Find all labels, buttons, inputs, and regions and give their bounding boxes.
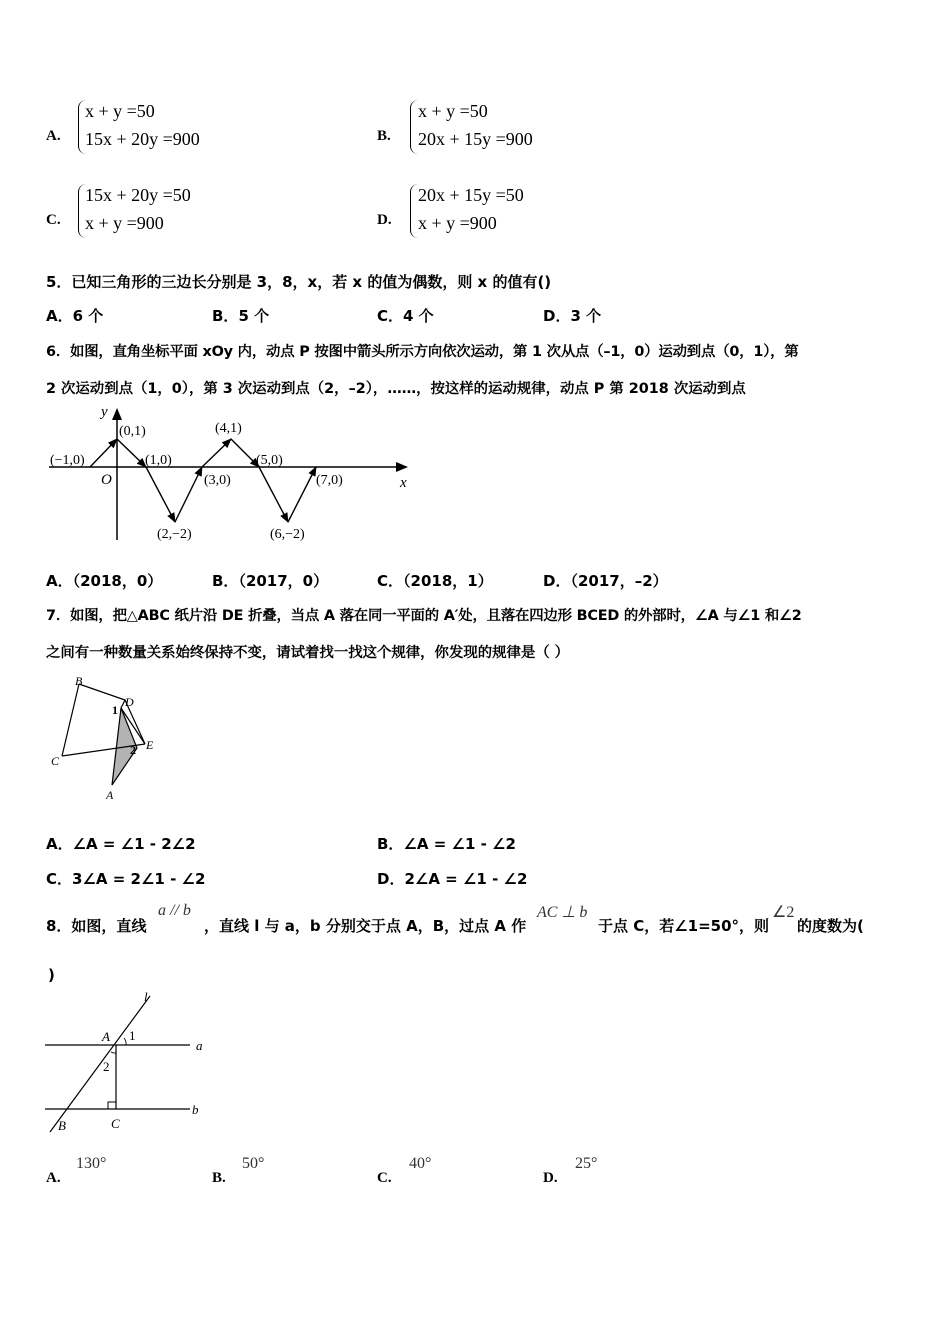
q5-option-c-text: 4 个 <box>403 307 434 325</box>
q8-stem-part3: 于点 C，若∠1=50°，则 <box>598 917 770 935</box>
q8-option-b-label: B. <box>212 1170 226 1186</box>
q4-option-d-eq2: x + y =900 <box>418 213 497 233</box>
q8-parallel-lines-figure <box>40 990 215 1135</box>
q7-option-b[interactable] <box>377 833 516 854</box>
q8-stem-part1: 8．如图，直线 <box>46 917 147 935</box>
q7-option-a-text: ∠A = ∠1 - 2∠2 <box>72 835 196 853</box>
q5-option-a-text: 6 个 <box>72 307 104 325</box>
q6-option-c[interactable] <box>377 570 493 591</box>
move-2 <box>117 439 146 467</box>
label-angle-2: 2 <box>103 1059 110 1074</box>
move-7 <box>259 467 288 522</box>
origin-label: O <box>101 472 112 488</box>
point-label: (0,1) <box>119 424 146 439</box>
q7-option-c-label: C． <box>46 870 73 888</box>
q7-option-c-text: 3∠A = 2∠1 - ∠2 <box>72 870 206 888</box>
point-label: (3,0) <box>204 473 231 488</box>
point-label: (−1,0) <box>50 453 85 468</box>
q8-option-b-value: 50° <box>242 1155 265 1172</box>
label-c-point: C <box>111 1116 120 1131</box>
x-axis-arrow-icon <box>396 462 408 472</box>
label-line-a: a <box>196 1038 203 1053</box>
point-label: (4,1) <box>215 421 242 436</box>
q4-option-c-eq2: x + y =900 <box>85 213 164 233</box>
move-8 <box>288 467 316 522</box>
q6-option-d-text: （2017，–2） <box>570 572 668 590</box>
label-a-point: A <box>102 1029 110 1044</box>
edge-bc <box>62 684 79 756</box>
q5-option-b-text: 5 个 <box>238 307 270 325</box>
angle-1-arc <box>124 1038 126 1045</box>
q6-option-b-text: （2017，0） <box>238 572 329 590</box>
q6-coordinate-figure <box>44 400 424 550</box>
q6-option-a-label: A． <box>46 572 73 590</box>
q5-option-d[interactable] <box>543 305 601 326</box>
q5-option-a-label: A． <box>46 307 73 325</box>
label-line-b: b <box>192 1102 199 1117</box>
q8-stem-part4: 的度数为( <box>797 917 864 935</box>
q6-stem-line2: 2 次运动到点（1，0），第 3 次运动到点（2，–2），……，按这样的运动规律，动点 P 第 2018 次运动到点 <box>46 381 746 397</box>
q6-option-c-text: （2018，1） <box>403 572 493 590</box>
q4-option-a-eq2: 15x + 20y =900 <box>85 129 200 149</box>
move-6 <box>231 439 259 467</box>
q6-option-b-label: B． <box>212 572 239 590</box>
q7-option-b-label: B． <box>377 835 404 853</box>
q8-option-c-value: 40° <box>409 1155 432 1172</box>
y-axis-arrow-icon <box>112 408 122 420</box>
q5-option-c[interactable] <box>377 305 434 326</box>
point-label: (6,−2) <box>270 527 305 542</box>
label-d: D <box>125 695 134 709</box>
q7-stem-line1: 7．如图，把△ABC 纸片沿 DE 折叠，当点 A 落在同一平面的 A′处，且落在四边形 BCED 的外部时，∠A 与∠1 和∠2 <box>46 608 802 624</box>
x-axis-label: x <box>400 475 407 491</box>
move-1 <box>90 439 117 467</box>
move-3 <box>146 467 175 522</box>
q7-option-b-text: ∠A = ∠1 - ∠2 <box>403 835 516 853</box>
q8-math-angle: ∠2 <box>772 904 795 921</box>
q7-option-d-text: 2∠A = ∠1 - ∠2 <box>404 870 528 888</box>
q8-option-d-label: D. <box>543 1170 558 1186</box>
q4-option-d-label: D. <box>377 212 392 228</box>
q8-option-c-label: C. <box>377 1170 392 1186</box>
point-label: (5,0) <box>256 453 283 468</box>
q8-math-parallel: a // b <box>158 902 191 919</box>
y-axis-label: y <box>101 404 108 420</box>
q4-option-c-eq1: 15x + 20y =50 <box>85 185 191 205</box>
right-angle-mark <box>108 1102 116 1109</box>
q8-math-perpendicular: AC ⊥ b <box>537 904 588 921</box>
q4-option-b-eq2: 20x + 15y =900 <box>418 129 533 149</box>
move-5 <box>202 439 231 467</box>
q7-fold-figure <box>44 672 174 807</box>
q8-option-a-label: A. <box>46 1170 61 1186</box>
label-a: A <box>106 788 114 802</box>
q6-option-d-label: D． <box>543 572 571 590</box>
angle-2-arc <box>111 1052 116 1053</box>
q6-stem-line1: 6．如图，直角坐标平面 xOy 内，动点 P 按图中箭头所示方向依次运动，第 1 次从点（–1，0）运动到点（0，1），第 <box>46 344 799 360</box>
label-l: l <box>144 990 148 1004</box>
label-angle-2: 2 <box>130 743 136 757</box>
line-l <box>50 996 150 1132</box>
q5-option-d-text: 3 个 <box>570 307 602 325</box>
q7-option-d[interactable] <box>377 868 527 889</box>
q5-option-b-label: B． <box>212 307 239 325</box>
label-e: E <box>146 738 154 752</box>
label-angle-1: 1 <box>129 1028 136 1043</box>
label-b: B <box>75 674 83 688</box>
point-label: (1,0) <box>145 453 172 468</box>
q4-option-b-eq1: x + y =50 <box>418 101 488 121</box>
q5-stem: 5．已知三角形的三边长分别是 3，8，x，若 x 的值为偶数，则 x 的值有() <box>46 273 552 291</box>
q6-option-d[interactable] <box>543 570 668 591</box>
q6-option-a-text: （2018，0） <box>72 572 163 590</box>
q8-stem-close: ) <box>48 966 55 984</box>
q5-option-b[interactable] <box>212 305 269 326</box>
label-c: C <box>51 754 60 768</box>
q8-option-a-value: 130° <box>76 1155 107 1172</box>
q6-option-c-label: C． <box>377 572 404 590</box>
q7-option-d-label: D． <box>377 870 405 888</box>
q7-option-a-label: A． <box>46 835 73 853</box>
move-4 <box>175 467 202 522</box>
q5-option-c-label: C． <box>377 307 404 325</box>
q4-option-a-eq1: x + y =50 <box>85 101 155 121</box>
q7-option-c[interactable] <box>46 868 205 889</box>
q7-option-a[interactable] <box>46 833 196 854</box>
point-label: (2,−2) <box>157 527 192 542</box>
q8-stem-part2: ，直线 l 与 a，b 分别交于点 A，B，过点 A 作 <box>204 917 527 935</box>
q8-option-d-value: 25° <box>575 1155 598 1172</box>
q5-option-a[interactable] <box>46 305 103 326</box>
q4-option-c-label: C. <box>46 212 61 228</box>
q6-option-b[interactable] <box>212 570 328 591</box>
label-b-point: B <box>58 1118 66 1133</box>
q6-option-a[interactable] <box>46 570 162 591</box>
label-angle-1: 1 <box>112 703 118 717</box>
point-label: (7,0) <box>316 473 343 488</box>
q4-option-a-label: A. <box>46 128 61 144</box>
q4-option-b-label: B. <box>377 128 391 144</box>
q4-option-d-eq1: 20x + 15y =50 <box>418 185 524 205</box>
q5-option-d-label: D． <box>543 307 571 325</box>
q7-stem-line2: 之间有一种数量关系始终保持不变，请试着找一找这个规律，你发现的规律是（ ） <box>46 645 570 661</box>
